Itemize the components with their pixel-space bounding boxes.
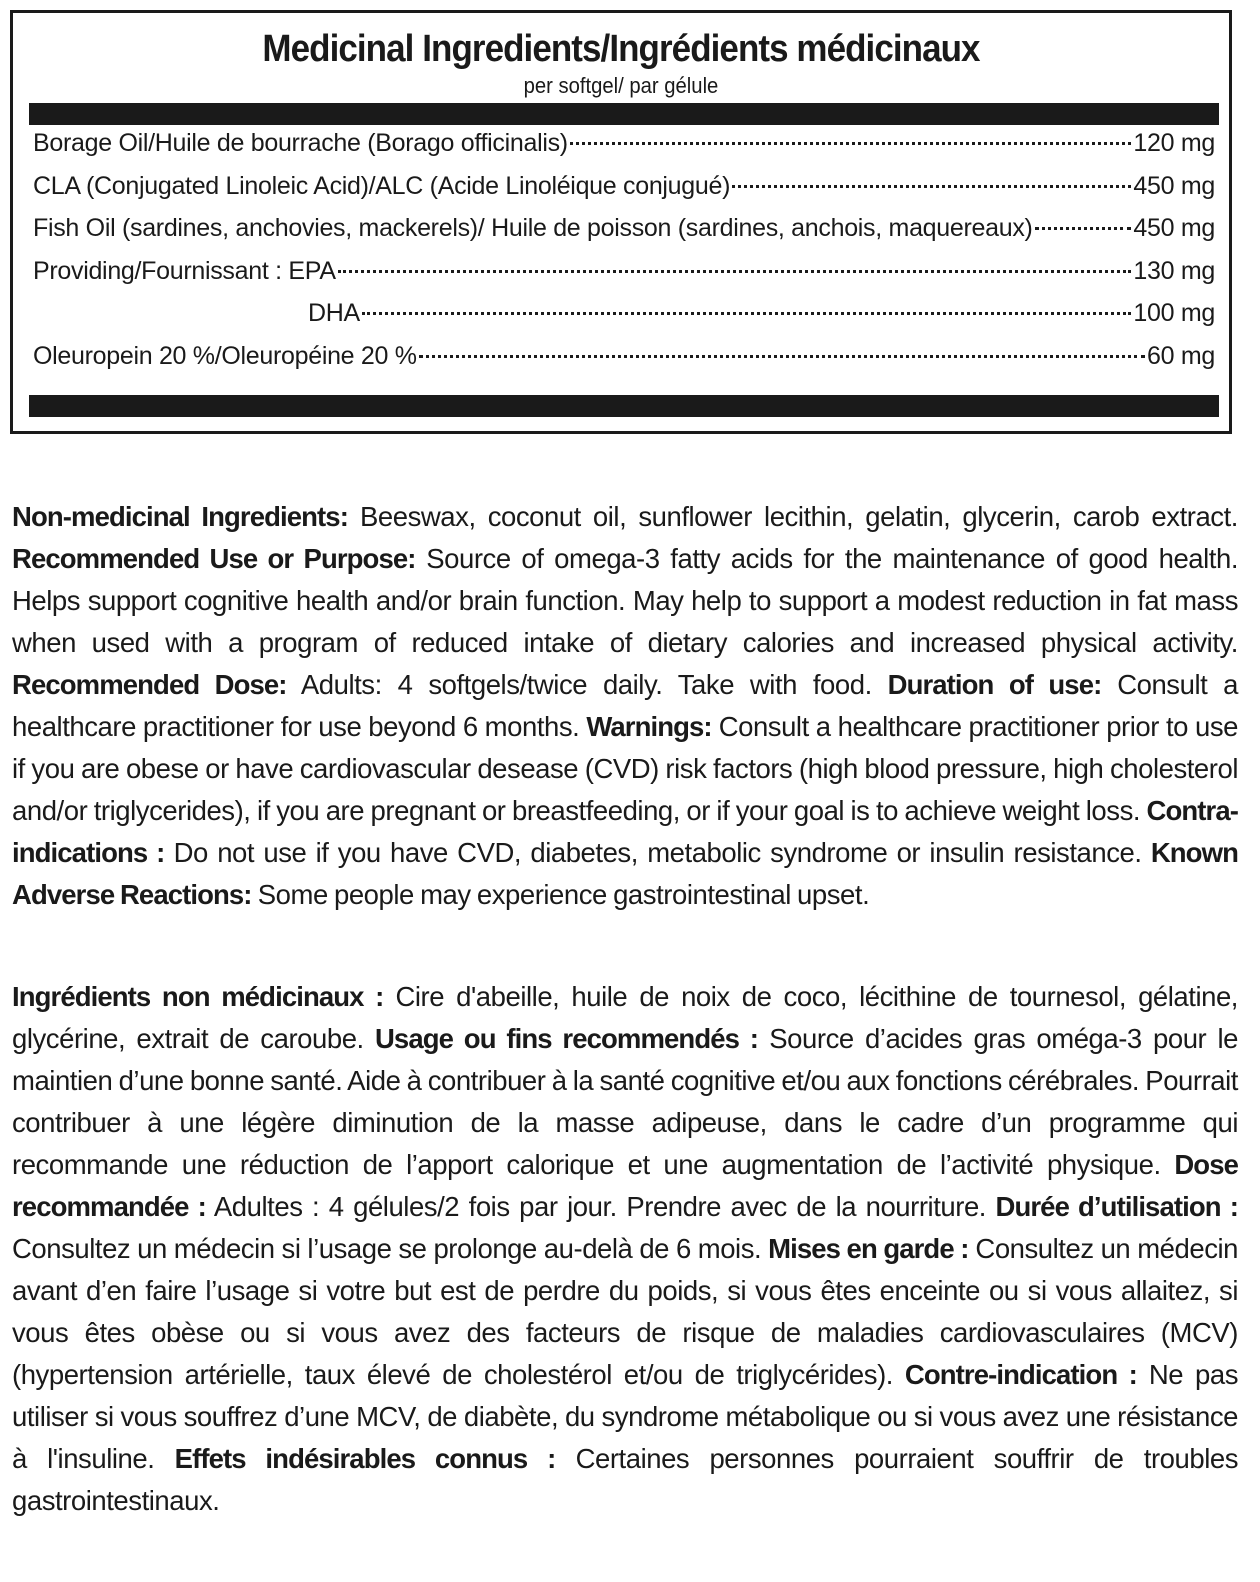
non-medicinal-label: Ingrédients non médicinaux : [12,981,384,1012]
panel-subtitle: per softgel/ par gélule [523,73,719,98]
ingredient-name: CLA (Conjugated Linoleic Acid)/ALC (Acide Linoléique conjugué) [33,171,731,200]
ingredient-list [33,129,1215,384]
dose-text: Adults: 4 softgels/twice daily. Take with food. [286,669,888,700]
warnings-text: Consult a healthcare practitioner prior to use if you are obese or have cardiovascular desease (CVD) risk factors (high blood pressure, high cholesterol and/or triglycerides), if you are pregnant or breastfeeding, or if your goal is to achieve weight loss. [12,711,1238,826]
warnings-label: Mises en garde : [768,1233,969,1264]
contra-indications-text: Do not use if you have CVD, diabetes, metabolic syndrome or insulin resistance. [164,837,1151,868]
ingredient-name: DHA [308,299,360,327]
top-divider-bar [29,103,1219,125]
ingredient-amount: 450 mg [1133,214,1215,242]
use-label: Recommended Use or Purpose: [12,543,416,574]
dot-leader [1035,226,1132,230]
ingredient-amount: 100 mg [1133,299,1215,327]
french-label-text [12,976,1238,1522]
ingredient-row [33,172,1215,215]
ingredient-amount: 450 mg [1133,171,1215,200]
warnings-text: Consultez un médecin avant d’en faire l’usage si votre but est de perdre du poids, si vous êtes enceinte ou si vous allaitez, si vous êtes obèse ou si vous avez des facteurs de risque de maladies cardiovasculaires (MCV) (hypertension artérielle, taux élevé de cholestérol et/ou de triglycérides). [12,1233,1238,1390]
use-text: Source of omega-3 fatty acids for the maintenance of good health. Helps support cognitive health and/or brain function. May help to support a modest reduction in fat mass when used with a program of reduced intake of dietary calories and increased physical activity. [12,543,1239,658]
ingredient-row [33,299,1215,342]
contra-indications-label: Contre-indication : [904,1359,1137,1390]
duration-text: Consult a healthcare practitioner for use beyond 6 months. [12,669,1238,742]
ingredient-row [33,129,1215,172]
ingredient-row [33,342,1215,385]
adverse-reactions-label: Effets indésirables connus : [174,1443,556,1474]
ingredient-amount: 60 mg [1147,341,1215,370]
non-medicinal-label: Non-medicinal Ingredients: [12,501,348,532]
duration-label: Duration of use: [887,669,1102,700]
dot-leader [419,354,1145,358]
dose-text: Adultes : 4 gélules/2 fois par jour. Prendre avec de la nourriture. [205,1191,996,1222]
ingredient-amount: 120 mg [1133,129,1215,157]
ingredient-name: Oleuropein 20 %/Oleuropéine 20 % [33,341,417,370]
warnings-label: Warnings: [586,711,712,742]
adverse-reactions-label: Known Adverse Reactions: [12,837,1238,910]
adverse-reactions-text: Certaines personnes pourraient souffrir de troubles gastrointestinaux. [12,1443,1238,1516]
use-text: Source d’acides gras oméga-3 pour le maintien d’une bonne santé. Aide à contribuer à la santé cognitive et/ou aux fonctions cérébrales. Pourrait contribuer à une légère diminution de la masse adipeuse, dans le cadre d’un programme qui recommande une réduction de l’apport calorique et une augmentation de l’activité physique. [12,1023,1238,1180]
dot-leader [570,141,1132,145]
dose-label: Recommended Dose: [12,669,287,700]
dose-label: Dose recommandée : [12,1149,1238,1222]
contra-indications-label: Contra-indications : [12,795,1238,868]
ingredient-name: Providing/Fournissant : EPA [33,256,336,285]
non-medicinal-text: Beeswax, coconut oil, sunflower lecithin, gelatin, glycerin, carob extract. [347,501,1238,532]
english-label-text [12,496,1238,916]
panel-title: Medicinal Ingredients/Ingrédients médicinaux [262,28,980,70]
medicinal-ingredients-panel [10,10,1232,434]
bottom-divider-bar [29,395,1219,417]
ingredient-row [33,257,1215,300]
duration-label: Durée d’utilisation : [995,1191,1238,1222]
contra-indications-text: Ne pas utiliser si vous souffrez d’une MCV, de diabète, du syndrome métabolique ou si vous avez une résistance à l'insuline. [12,1359,1239,1474]
use-label: Usage ou fins recommendés : [374,1023,759,1054]
duration-text: Consultez un médecin si l’usage se prolonge au-delà de 6 mois. [12,1233,769,1264]
dot-leader [362,311,1132,315]
dot-leader [732,184,1131,188]
ingredient-amount: 130 mg [1133,256,1215,285]
non-medicinal-text: Cire d'abeille, huile de noix de coco, lécithine de tournesol, gélatine, glycérine, extrait de caroube. [12,981,1238,1054]
dot-leader [338,269,1132,273]
adverse-reactions-text: Some people may experience gastrointestinal upset. [251,879,870,910]
ingredient-name: Borage Oil/Huile de bourrache (Borago officinalis) [33,129,568,157]
ingredient-name: Fish Oil (sardines, anchovies, mackerels)/ Huile de poisson (sardines, anchois, maquereaux) [33,214,1033,242]
ingredient-row [33,214,1215,257]
